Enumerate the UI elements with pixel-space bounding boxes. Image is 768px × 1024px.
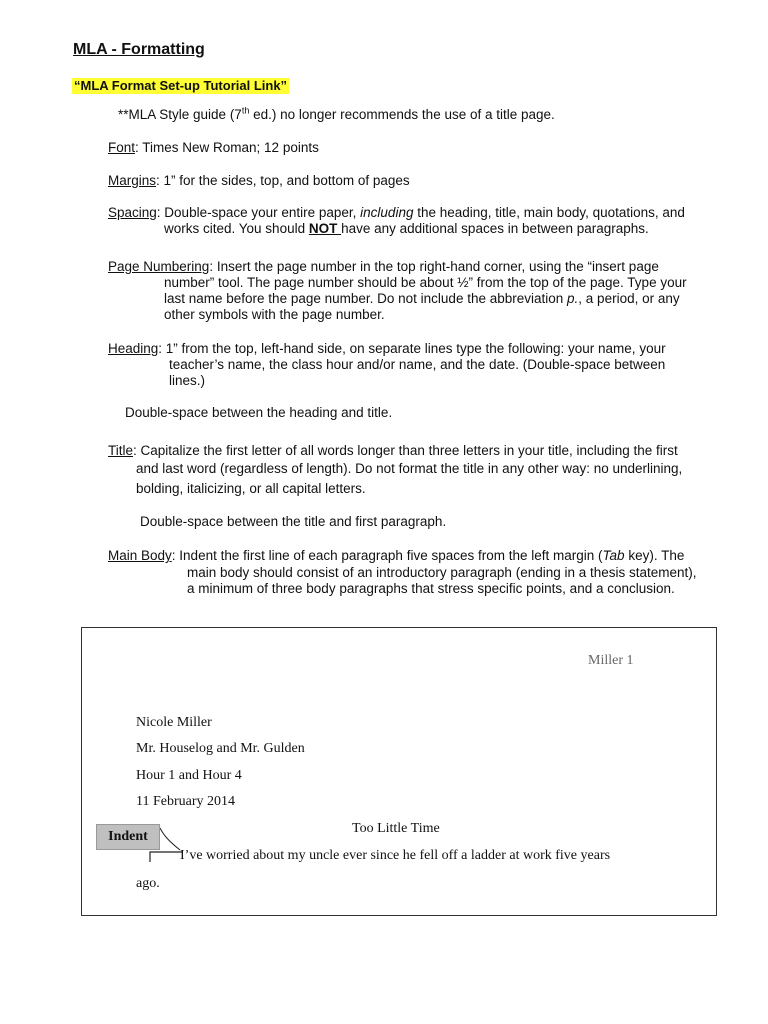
heading-label: Heading xyxy=(108,341,159,356)
page-numbering-line-3 xyxy=(164,291,680,307)
main-body-label: Main Body xyxy=(108,548,172,563)
sample-heading-class: Hour 1 and Hour 4 xyxy=(136,768,242,783)
sample-paper-figure xyxy=(81,627,717,916)
style-note-superscript: th xyxy=(241,105,250,116)
page-numbering-line-2: number” tool. The page number should be about ½” from the top of the page. Type your xyxy=(164,275,687,290)
sample-heading-date: 11 February 2014 xyxy=(136,794,236,809)
page-title: MLA - Formatting xyxy=(73,41,205,58)
spacing-text: the heading, title, main body, quotations, and xyxy=(413,205,685,220)
page-numbering-line-1 xyxy=(108,259,659,275)
heading-line-1 xyxy=(108,341,666,357)
main-body-line-1 xyxy=(108,548,684,564)
page-numbering-italic: p. xyxy=(567,291,579,306)
title-paragraph-spacing-note: Double-space between the title and first paragraph. xyxy=(140,514,447,529)
heading-line-2: teacher’s name, the class hour and/or name, and the date. (Double-space between xyxy=(169,357,666,372)
sample-first-line: I’ve worried about my uncle ever since he fell off a ladder at work five years xyxy=(180,848,611,863)
font-label: Font xyxy=(108,140,136,155)
spacing-text: works cited. You should xyxy=(164,221,309,236)
sample-paper-title: Too Little Time xyxy=(352,821,440,836)
page-numbering-text: last name before the page number. Do not include the abbreviation xyxy=(164,291,568,306)
spacing-line-2 xyxy=(164,221,649,237)
title-rule-line-2: and last word (regardless of length). Do not format the title in any other way: no underlining, xyxy=(136,461,683,476)
page-numbering-label: Page Numbering xyxy=(108,259,210,274)
title-rule-label: Title xyxy=(108,443,134,458)
main-body-text: : Indent the first line of each paragraph five spaces from the left margin ( xyxy=(171,548,603,563)
sample-heading-teacher: Mr. Houselog and Mr. Gulden xyxy=(136,741,305,756)
style-guide-note xyxy=(118,107,555,123)
sample-second-line: ago. xyxy=(136,876,160,891)
main-body-line-3: a minimum of three body paragraphs that stress specific points, and a conclusion. xyxy=(187,581,675,596)
indent-label: Indent xyxy=(96,824,160,850)
spacing-text: have any additional spaces in between paragraphs. xyxy=(341,221,649,236)
spacing-line-1 xyxy=(108,205,685,221)
margins-label: Margins xyxy=(108,173,157,188)
page-numbering-text: , a period, or any xyxy=(578,291,680,306)
title-rule-line-1 xyxy=(108,443,678,459)
tutorial-link[interactable]: “MLA Format Set-up Tutorial Link” xyxy=(74,78,288,93)
spacing-label: Spacing xyxy=(108,205,157,220)
title-rule-text: : Capitalize the first letter of all words longer than three letters in your title, including the first xyxy=(133,443,678,458)
style-note-text: **MLA Style guide (7 xyxy=(118,107,242,122)
heading-title-spacing-note: Double-space between the heading and title. xyxy=(125,405,393,420)
page-numbering-line-4: other symbols with the page number. xyxy=(164,307,385,322)
margins-rule xyxy=(108,173,410,189)
heading-text: : 1” from the top, left-hand side, on separate lines type the following: your name, your xyxy=(158,341,666,356)
page-numbering-text: : Insert the page number in the top right-hand corner, using the “insert page xyxy=(209,259,659,274)
spacing-italic: including xyxy=(360,205,414,220)
spacing-bold-not: NOT xyxy=(308,221,342,236)
font-text: : Times New Roman; 12 points xyxy=(135,140,319,155)
main-body-line-2: main body should consist of an introductory paragraph (ending in a thesis statement), xyxy=(187,565,697,580)
font-rule xyxy=(108,140,319,156)
main-body-italic: Tab xyxy=(602,548,625,563)
margins-text: : 1” for the sides, top, and bottom of pages xyxy=(156,173,410,188)
sample-page-number: Miller 1 xyxy=(588,653,634,668)
heading-line-3: lines.) xyxy=(169,373,206,388)
sample-heading-name: Nicole Miller xyxy=(136,715,212,730)
main-body-text: key). The xyxy=(624,548,685,563)
style-note-text-end: ed.) no longer recommends the use of a title page. xyxy=(249,107,555,122)
title-rule-line-3: bolding, italicizing, or all capital letters. xyxy=(136,481,366,496)
spacing-text: : Double-space your entire paper, xyxy=(156,205,361,220)
